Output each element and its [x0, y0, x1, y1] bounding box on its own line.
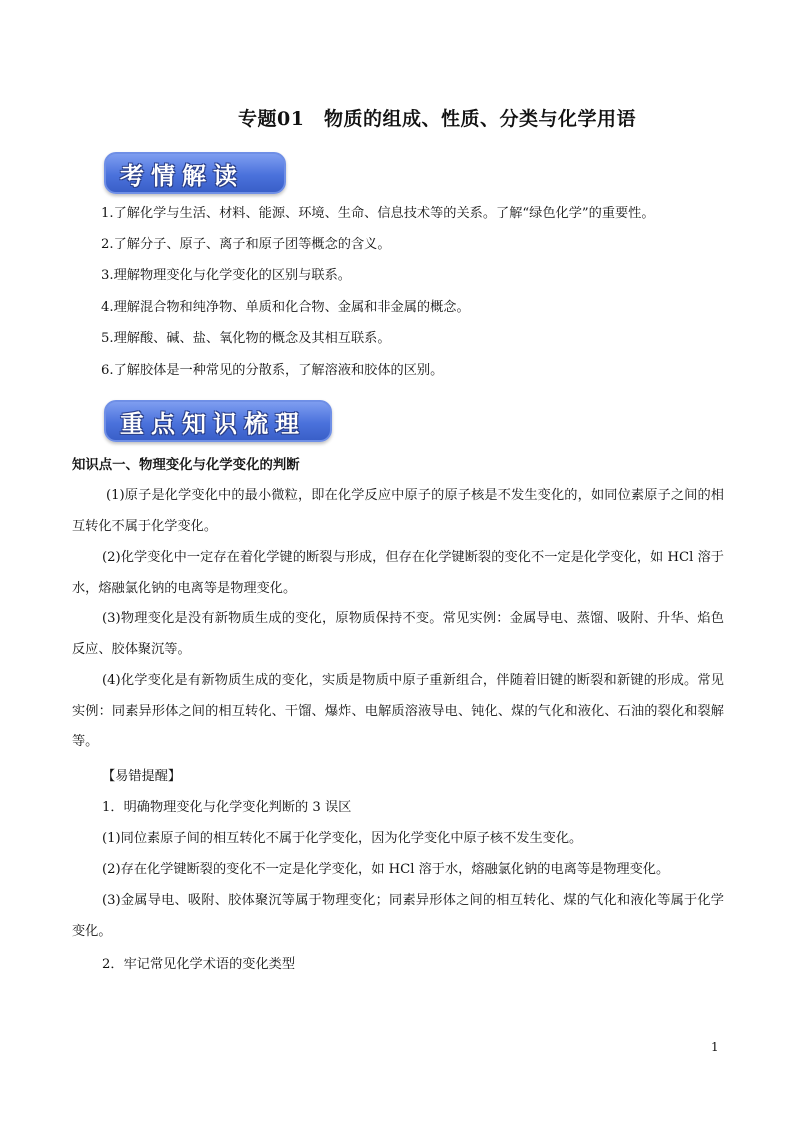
tip-heading: 【易错提醒】	[102, 769, 182, 784]
requirement-item: 2.了解分子、原子、离子和原子团等概念的含义。	[101, 237, 391, 252]
banner-label: 重点知识梳理	[120, 409, 306, 438]
requirement-item: 6.了解胶体是一种常见的分散系，了解溶液和胶体的区别。	[101, 363, 444, 378]
section-heading: 知识点一、物理变化与化学变化的判断	[72, 457, 300, 473]
paragraph: (4)化学变化是有新物质生成的变化，实质是物质中原子重新组合，伴随着旧键的断裂和新键的形成。常见实例：同素异形体之间的相互转化、干馏、爆炸、电解质溶液导电、钝化、煤的气化和液化、石油的裂化和裂解等。	[72, 673, 724, 749]
page-title: 专题01 物质的组成、性质、分类与化学用语	[238, 108, 636, 130]
paragraph: (1)原子是化学变化中的最小微粒，即在化学反应中原子的原子核是不发生变化的，如同位素原子之间的相互转化不属于化学变化。	[72, 488, 724, 534]
banner-label: 考情解读	[120, 161, 244, 190]
section-banner-key-knowledge	[104, 400, 332, 442]
page-number: 1	[711, 1040, 719, 1054]
tip-item: (1)同位素原子间的相互转化不属于化学变化，因为化学变化中原子核不发生变化。	[102, 831, 583, 846]
paragraph: (2)化学变化中一定存在着化学键的断裂与形成，但存在化学键断裂的变化不一定是化学变化，如 HCl 溶于水，熔融氯化钠的电离等是物理变化。	[72, 550, 724, 596]
requirement-item: 1.了解化学与生活、材料、能源、环境、生命、信息技术等的关系。了解“绿色化学”的重要性。	[101, 206, 655, 221]
tip-subheading: 2．牢记常见化学术语的变化类型	[102, 957, 296, 972]
paragraph: (3)物理变化是没有新物质生成的变化，原物质保持不变。常见实例：金属导电、蒸馏、吸附、升华、焰色反应、胶体聚沉等。	[72, 611, 724, 657]
requirement-item: 4.理解混合物和纯净物、单质和化合物、金属和非金属的概念。	[101, 300, 470, 315]
tip-item: (2)存在化学键断裂的变化不一定是化学变化，如 HCl 溶于水，熔融氯化钠的电离等是物理变化。	[102, 862, 670, 877]
requirement-item: 5.理解酸、碱、盐、氧化物的概念及其相互联系。	[101, 331, 391, 346]
requirement-item: 3.理解物理变化与化学变化的区别与联系。	[101, 268, 351, 283]
tip-subheading: 1．明确物理变化与化学变化判断的 3 误区	[102, 800, 352, 815]
tip-item: (3)金属导电、吸附、胶体聚沉等属于物理变化；同素异形体之间的相互转化、煤的气化和液化等属于化学变化。	[72, 893, 724, 939]
section-banner-exam-analysis	[104, 152, 286, 194]
